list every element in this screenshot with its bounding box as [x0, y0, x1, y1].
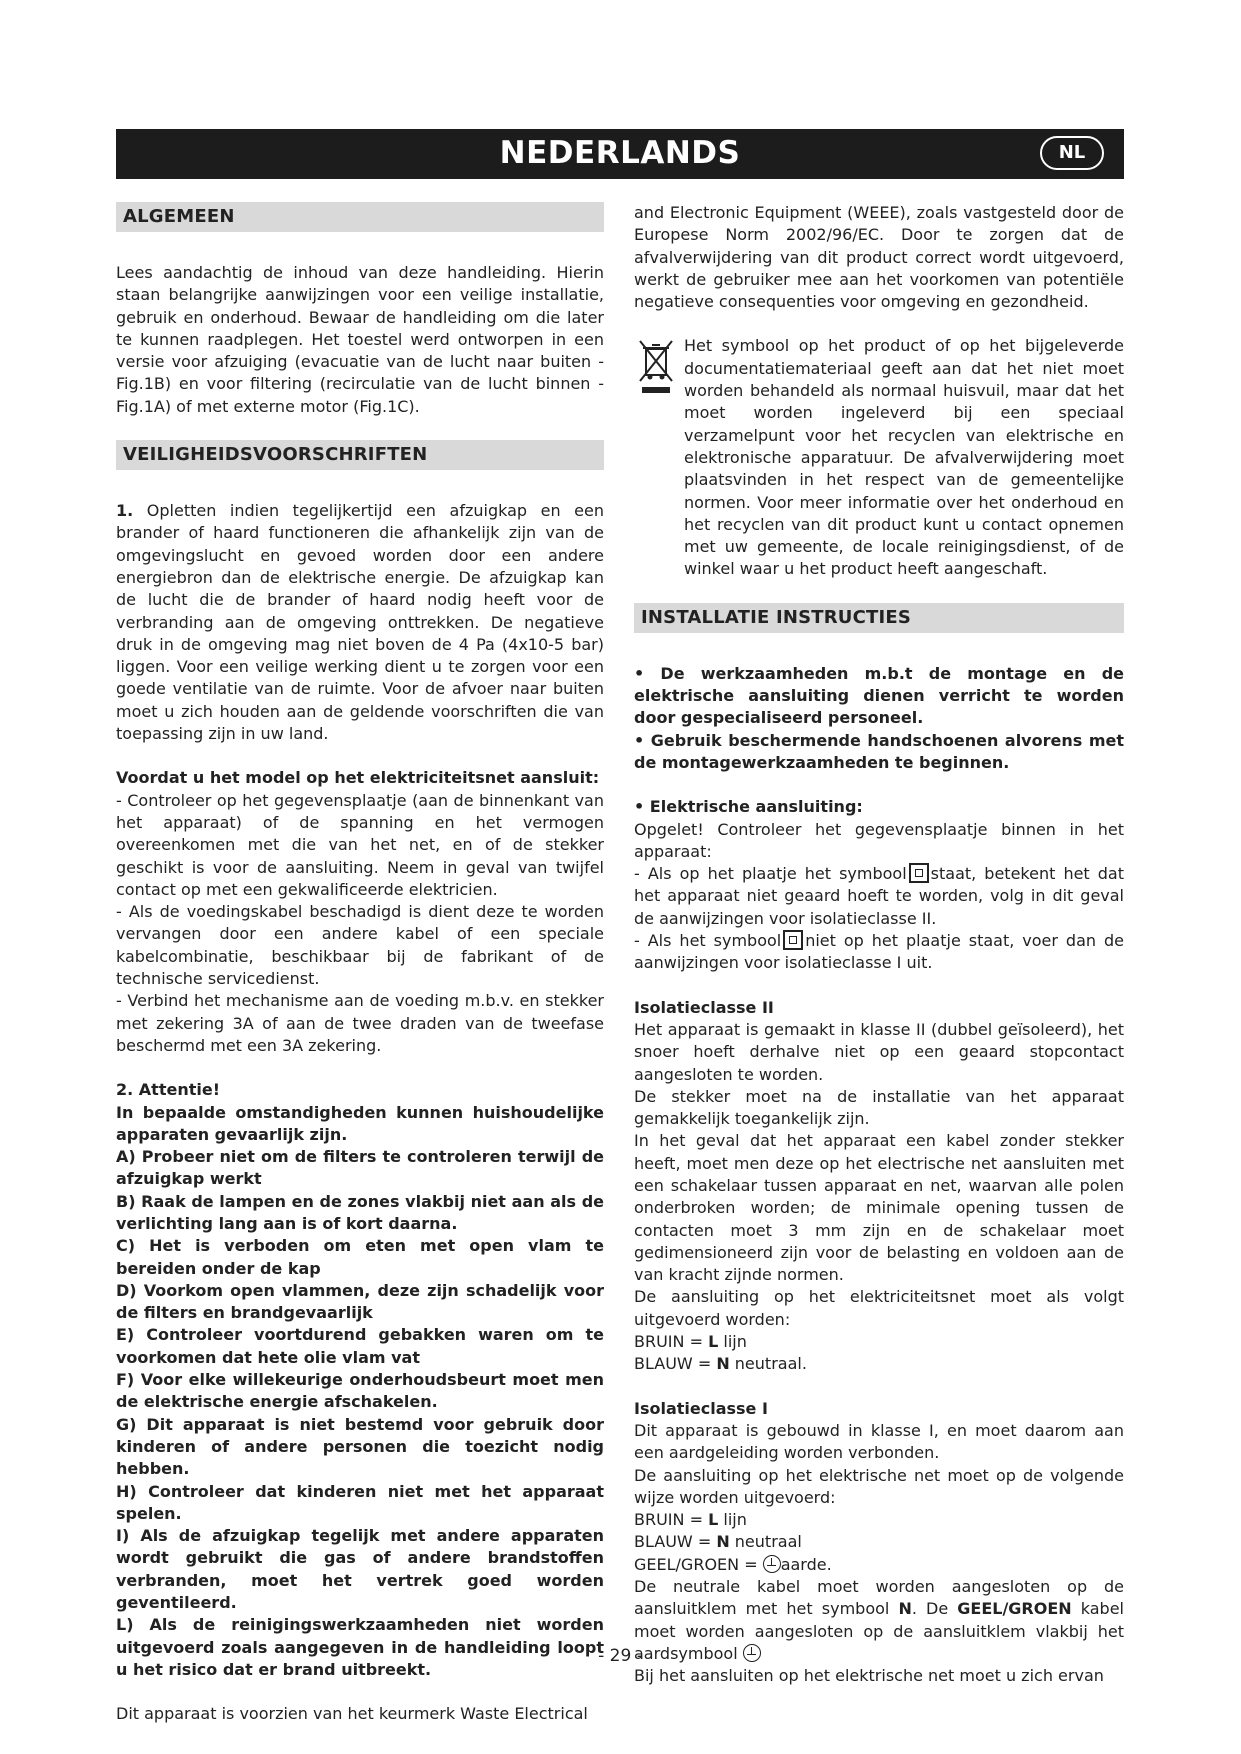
- safety-item-1: [116, 500, 604, 745]
- attention-item: I) Als de afzuigkap tegelijk met andere apparaten wordt gebruikt die gas of andere brandstoffen verbranden, moet het vertrek goed worden geventileerd.: [116, 1526, 604, 1613]
- voordat-paragraph-2: - Als de voedingskabel beschadigd is dient deze te worden vervangen door een andere kabel of een speciale kabelcombinatie, beschikbaar bij de fabrikant of de technische servicedienst.: [116, 902, 604, 989]
- iso2-paragraph-2: De stekker moet na de installatie van het apparaat gemakkelijk toegankelijk zijn.: [634, 1086, 1124, 1129]
- wire-code: N: [716, 1532, 730, 1552]
- wire-desc: aarde.: [780, 1554, 832, 1574]
- wire-desc: neutraal: [729, 1532, 802, 1552]
- page-number: - 29 -: [598, 1646, 643, 1666]
- language-banner: [116, 129, 1124, 179]
- wire-desc: lijn: [718, 1510, 747, 1530]
- attention-item: E) Controleer voortdurend gebakken waren om te voorkomen dat hete olie vlam vat: [116, 1325, 604, 1367]
- wire-label: BLAUW =: [634, 1532, 717, 1552]
- voordat-paragraph-1: - Controleer op het gegevensplaatje (aan de binnenkant van het apparaat) of de spanning en het vermogen overeenkomen met die van het net, en of de stekker geschikt is voor de aansluiting. Neem in geval van twijfel contact op met een gekwalificeerde elektricien.: [116, 790, 604, 899]
- weee-block: [634, 335, 1124, 580]
- weee-symbol-text: Het symbool op het product of op het bijgeleverde documentatiemateriaal geeft aan dat het niet moet worden behandeld als normaal huisvuil, maar dat het moet worden ingeleverd bij een speciaal verzamelpunt voor het recyclen van elektrische en elektronische apparatuur. De afvalverwijdering moet plaatsvinden in het respect van de gemeentelijke normen. Voor meer informatie over het onderhoud en het recyclen van dit product kunt u contact opnemen met uw gemeente, de locale reinigingsdienst, of de winkel waar u het product heeft aangeschaft.: [684, 336, 1124, 579]
- subheading-isolatieclasse-2: Isolatieclasse II: [634, 997, 774, 1017]
- symbol-text-a: - Als op het plaatje het symbool: [634, 864, 907, 884]
- left-column: [116, 202, 604, 1726]
- wire-blue: [634, 1531, 1124, 1553]
- wire-blue: [634, 1353, 1124, 1375]
- weee-continuation: and Electronic Equipment (WEEE), zoals vastgesteld door de Europese Norm 2002/96/EC. Door te zorgen dat de afvalverwijdering van dit product correct wordt uitgevoerd, werkt de gebruiker mee aan het voorkomen van potentiële negatieve consequenties voor omgeving en gezondheid.: [634, 203, 1124, 312]
- iso2-paragraph-3: In het geval dat het apparaat een kabel zonder stekker heeft, moet men deze op het electrische net aansluiten met een schakelaar tussen apparaat en net, waarvan alle polen onderbroken worden; de minimale opening tussen de contacten moet 3 mm zijn en de schakelaar moet gedimensioneerd zijn voor de belasting en voldoen aan de van kracht zijnde normen.: [634, 1131, 1124, 1285]
- iso2-paragraph-1: Het apparaat is gemaakt in klasse II (dubbel geïsoleerd), het snoer hoeft derhalve niet op een geaard stopcontact aangesloten te worden.: [634, 1019, 1124, 1084]
- symbol-text-a: - Als het symbool: [634, 931, 782, 951]
- attention-heading: 2. Attentie!: [116, 1080, 220, 1100]
- attention-item: B) Raak de lampen en de zones vlakbij niet aan als de verlichting lang aan is of kort daarna.: [116, 1191, 604, 1233]
- text-part: kabel moet worden aangesloten op de aansluitklem vlakbij het aardsymbool: [634, 1599, 1124, 1663]
- language-badge: NL: [1040, 136, 1104, 170]
- safety-item-1-text: Opletten indien tegelijkertijd een afzuigkap en een brander of haard functioneren die afhankelijk zijn van de omgevingslucht en gevoed worden door een andere energiebron dan de elektrische energie. De afzuigkap kan de lucht die de brander of haard nodig heeft voor de verbranding aan de omgeving onttrekken. De negatieve druk in de omgeving mag niet boven de 4 Pa (4x10-5 bar) liggen. Voor een veilige werking dient u te zorgen voor een goede ventilatie van de ruimte. Voor de afvoer naar buiten moet u zich houden aan de geldende voorschriften die van toepassing zijn in uw land.: [116, 501, 604, 744]
- double-insulation-icon: [909, 863, 929, 883]
- wire-label: BRUIN =: [634, 1510, 709, 1530]
- text-part: De neutrale kabel moet worden aangesloten op de aansluitklem met het symbool: [634, 1577, 1124, 1619]
- attention-item: A) Probeer niet om de filters te controleren terwijl de afzuigkap werkt: [116, 1147, 604, 1189]
- iso1-paragraph-1: Dit apparaat is gebouwd in klasse I, en moet daarom aan een aardgeleiding worden verbonden.: [634, 1420, 1124, 1463]
- attention-item: C) Het is verboden om eten met open vlam te bereiden onder de kap: [116, 1236, 604, 1278]
- wire-label: GEEL/GROEN =: [634, 1554, 763, 1574]
- symbol-class1-text: [634, 930, 1124, 975]
- text-part: . De: [911, 1599, 958, 1619]
- iso1-paragraph-2: De aansluiting op het elektrische net moet op de volgende wijze worden uitgevoerd:: [634, 1465, 1124, 1507]
- wire-brown: [634, 1331, 1124, 1353]
- wire-code: L: [708, 1332, 719, 1352]
- item-number: 1.: [116, 501, 134, 521]
- double-insulation-icon: [783, 930, 803, 950]
- wire-brown: [634, 1509, 1124, 1531]
- weee-intro: Dit apparaat is voorzien van het keurmerk Waste Electrical: [116, 1704, 588, 1724]
- right-column: [634, 202, 1124, 1688]
- wire-yellow-green: [634, 1554, 1124, 1576]
- install-bullet-1: • De werkzaamheden m.b.t de montage en de elektrische aansluiting dienen verricht te worden door gespecialiseerd personeel.: [634, 663, 1124, 728]
- section-heading-veiligheid: VEILIGHEIDSVOORSCHRIFTEN: [116, 440, 604, 470]
- subheading-isolatieclasse-1: Isolatieclasse I: [634, 1398, 768, 1418]
- text-part: GEEL/GROEN: [957, 1599, 1072, 1619]
- attention-item: G) Dit apparaat is niet bestemd voor gebruik door kinderen of andere personen die toezicht nodig hebben.: [116, 1414, 604, 1479]
- wire-label: BLAUW =: [634, 1354, 717, 1374]
- iso2-paragraph-4: De aansluiting op het elektriciteitsnet moet als volgt uitgevoerd worden:: [634, 1287, 1124, 1329]
- voordat-paragraph-3: - Verbind het mechanisme aan de voeding m.b.v. en stekker met zekering 3A of aan de twee draden van de tweefase beschermd met een 3A zekering.: [116, 991, 604, 1055]
- opgelet-text: Opgelet! Controleer het gegevensplaatje binnen in het apparaat:: [634, 819, 1124, 861]
- symbol-text-b: niet op het plaatje staat, voer dan de aanwijzingen voor isolatieclasse I uit.: [634, 931, 1124, 973]
- section-heading-algemeen: ALGEMEEN: [116, 202, 604, 232]
- attention-item: D) Voorkom open vlammen, deze zijn schadelijk voor de filters en brandgevaarlijk: [116, 1280, 604, 1323]
- subheading-voordat: Voordat u het model op het elektriciteitsnet aansluit:: [116, 768, 600, 788]
- symbol-text-b: staat, betekent het dat het apparaat niet geaard hoeft te worden, volg in dit geval de aanwijzingen voor isolatieclasse II.: [634, 864, 1124, 928]
- install-bullet-3: • Elektrische aansluiting:: [634, 797, 863, 817]
- wire-label: BRUIN =: [634, 1332, 709, 1352]
- wire-code: N: [716, 1354, 730, 1374]
- last-line: Bij het aansluiten op het elektrische net moet u zich ervan: [634, 1666, 1104, 1686]
- symbol-class2-text: [634, 863, 1124, 930]
- wire-desc: lijn: [718, 1332, 747, 1352]
- crossed-bin-icon: [636, 337, 676, 397]
- attention-item: F) Voor elke willekeurige onderhoudsbeurt moet men de elektrische energie afschakelen.: [116, 1370, 604, 1412]
- wire-desc: neutraal.: [729, 1354, 807, 1374]
- install-bullet-2: • Gebruik beschermende handschoenen alvorens met de montagewerkzaamheden te beginnen.: [634, 730, 1124, 772]
- attention-item: In bepaalde omstandigheden kunnen huishoudelijke apparaten gevaarlijk zijn.: [116, 1102, 604, 1144]
- page-title: NEDERLANDS: [499, 135, 741, 171]
- section-heading-installatie: INSTALLATIE INSTRUCTIES: [634, 603, 1124, 633]
- earth-symbol-icon: [763, 1555, 781, 1573]
- attention-item: H) Controleer dat kinderen niet met het apparaat spelen.: [116, 1481, 604, 1523]
- wire-code: L: [708, 1510, 719, 1530]
- attention-item: L) Als de reinigingswerkzaamheden niet worden uitgevoerd zoals aangegeven in de handleiding loopt u het risico dat er brand uitbreekt.: [116, 1615, 604, 1679]
- algemeen-text: Lees aandachtig de inhoud van deze handleiding. Hierin staan belangrijke aanwijzingen voor een veilige installatie, gebruik en onderhoud. Bewaar de handleiding om die later te kunnen raadplegen. Het toestel werd ontworpen in een versie voor afzuiging (evacuatie van de lucht naar buiten - Fig.1B) en voor filtering (recirculatie van de lucht binnen - Fig.1A) of met externe motor (Fig.1C).: [116, 263, 604, 416]
- text-part: N: [898, 1599, 912, 1619]
